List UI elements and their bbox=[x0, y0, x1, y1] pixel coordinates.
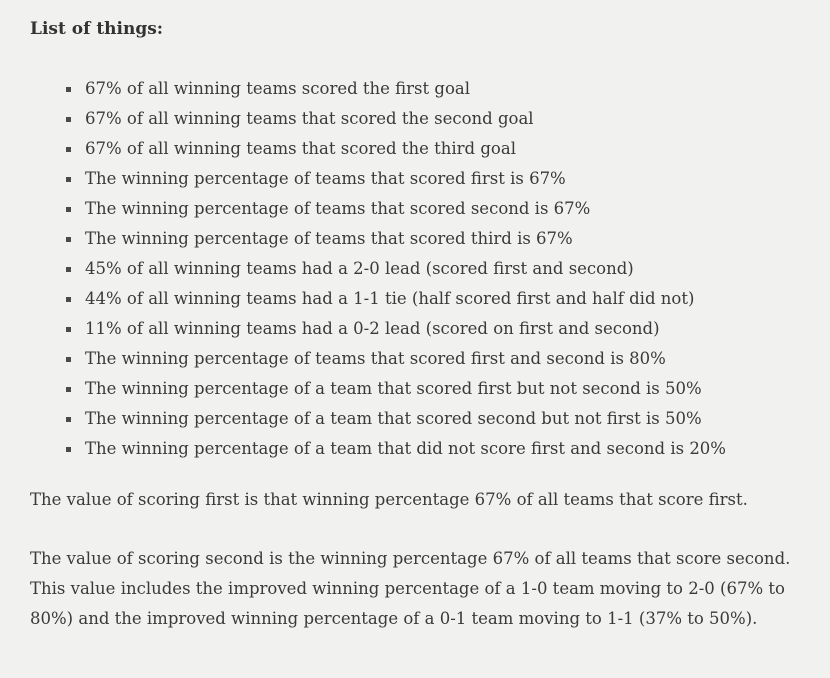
square-bullet-icon bbox=[66, 357, 71, 362]
paragraph-scoring-second: The value of scoring second is the winning percentage 67% of all teams that score second. This value includes the improved winning percentage of a 1-0 team moving to 2-0 (67% to 80%) and the improved winning percentage of a 0-1 team moving to 1-1 (37% to 50%). bbox=[30, 549, 791, 628]
article-content bbox=[30, 17, 820, 663]
list-item: 45% of all winning teams had a 2-0 lead (scored first and second) bbox=[66, 254, 820, 284]
square-bullet-icon bbox=[66, 327, 71, 332]
list-item: 44% of all winning teams had a 1-1 tie (half scored first and half did not) bbox=[66, 284, 820, 314]
list-item: The winning percentage of a team that did not score first and second is 20% bbox=[66, 434, 820, 464]
list-item: The winning percentage of teams that scored first is 67% bbox=[66, 164, 820, 194]
list-heading: List of things: bbox=[30, 19, 164, 39]
list-item: The winning percentage of teams that scored second is 67% bbox=[66, 194, 820, 224]
square-bullet-icon bbox=[66, 237, 71, 242]
square-bullet-icon bbox=[66, 147, 71, 152]
list-item: 67% of all winning teams scored the first goal bbox=[66, 74, 820, 104]
things-list bbox=[30, 74, 820, 464]
list-item: The winning percentage of a team that scored second but not first is 50% bbox=[66, 404, 820, 434]
square-bullet-icon bbox=[66, 297, 71, 302]
list-item: The winning percentage of teams that scored first and second is 80% bbox=[66, 344, 820, 374]
list-item: The winning percentage of a team that scored first but not second is 50% bbox=[66, 374, 820, 404]
list-item: 67% of all winning teams that scored the third goal bbox=[66, 134, 820, 164]
square-bullet-icon bbox=[66, 177, 71, 182]
square-bullet-icon bbox=[66, 387, 71, 392]
list-item: 67% of all winning teams that scored the second goal bbox=[66, 104, 820, 134]
square-bullet-icon bbox=[66, 417, 71, 422]
square-bullet-icon bbox=[66, 87, 71, 92]
paragraph-scoring-first: The value of scoring first is that winning percentage 67% of all teams that score first. bbox=[30, 490, 748, 509]
square-bullet-icon bbox=[66, 117, 71, 122]
list-item: 11% of all winning teams had a 0-2 lead (scored on first and second) bbox=[66, 314, 820, 344]
square-bullet-icon bbox=[66, 207, 71, 212]
square-bullet-icon bbox=[66, 447, 71, 452]
list-item: The winning percentage of teams that scored third is 67% bbox=[66, 224, 820, 254]
square-bullet-icon bbox=[66, 267, 71, 272]
